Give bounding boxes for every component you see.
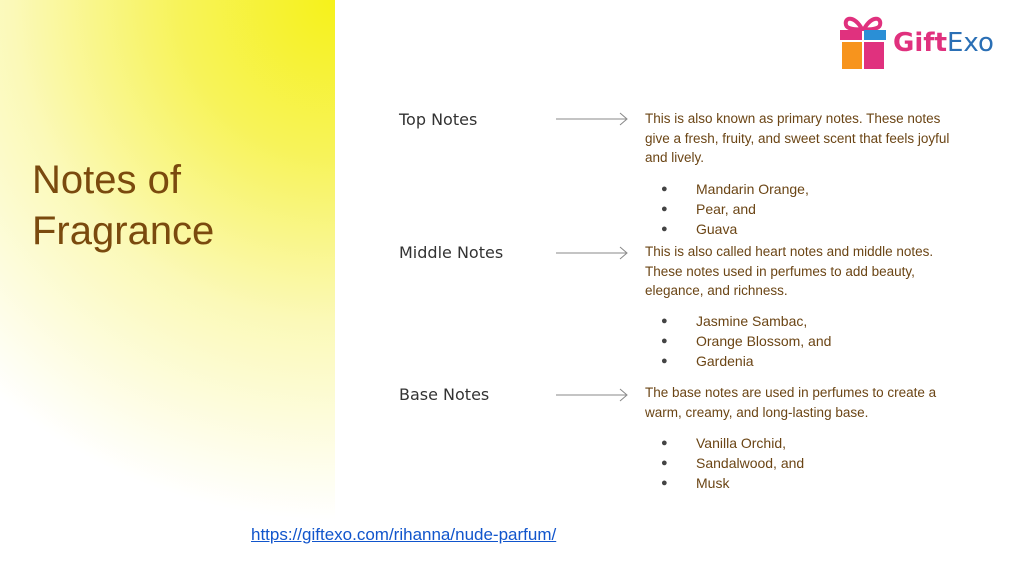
bullet-icon: ● xyxy=(661,477,668,489)
list-item xyxy=(661,351,831,371)
note-list-middle xyxy=(661,311,831,371)
note-description-base: The base notes are used in perfumes to create a warm, creamy, and long-lasting base. xyxy=(645,385,937,420)
list-item xyxy=(661,199,809,219)
list-item-text: Mandarin Orange, xyxy=(696,181,809,197)
logo-text xyxy=(893,28,994,58)
logo-text-gift: Gift xyxy=(893,28,947,58)
arrow-right-icon xyxy=(555,112,629,126)
list-item-text: Vanilla Orchid, xyxy=(696,435,787,451)
list-item-text: Gardenia xyxy=(696,353,754,369)
list-item-text: Pear, and xyxy=(696,201,756,217)
arrow-right-icon xyxy=(555,246,629,260)
list-item xyxy=(661,219,809,239)
list-item xyxy=(661,311,831,331)
note-description-middle: This is also called heart notes and middle notes. These notes used in perfumes to add beauty, elegance, and richness. xyxy=(645,244,934,298)
note-label-base: Base Notes xyxy=(399,385,490,404)
note-description-top: This is also known as primary notes. These notes give a fresh, fruity, and sweet scent that feels joyful and lively. xyxy=(645,111,950,165)
list-item xyxy=(661,331,831,351)
bullet-icon: ● xyxy=(661,457,668,469)
bullet-icon: ● xyxy=(661,355,668,367)
gift-box-icon xyxy=(838,13,888,71)
bullet-icon: ● xyxy=(661,223,668,235)
note-label-top: Top Notes xyxy=(399,110,478,129)
bullet-icon: ● xyxy=(661,437,668,449)
bullet-icon: ● xyxy=(661,183,668,195)
yellow-gradient-panel xyxy=(0,0,335,576)
list-item xyxy=(661,473,804,493)
list-item-text: Jasmine Sambac, xyxy=(696,313,808,329)
logo-text-exo: Exo xyxy=(947,28,994,58)
list-item-text: Sandalwood, and xyxy=(696,455,805,471)
list-item-text: Orange Blossom, and xyxy=(696,333,832,349)
list-item xyxy=(661,453,804,473)
bullet-icon: ● xyxy=(661,315,668,327)
list-item xyxy=(661,179,809,199)
note-list-top xyxy=(661,179,809,239)
bullet-icon: ● xyxy=(661,335,668,347)
list-item-text: Guava xyxy=(696,221,738,237)
giftexo-logo xyxy=(838,13,998,71)
bullet-icon: ● xyxy=(661,203,668,215)
list-item xyxy=(661,433,804,453)
arrow-right-icon xyxy=(555,388,629,402)
note-list-base xyxy=(661,433,804,493)
slide-title: Notes of Fragrance xyxy=(32,158,215,253)
note-label-middle: Middle Notes xyxy=(399,243,504,262)
list-item-text: Musk xyxy=(696,475,730,491)
source-link[interactable]: https://giftexo.com/rihanna/nude-parfum/ xyxy=(251,525,557,544)
